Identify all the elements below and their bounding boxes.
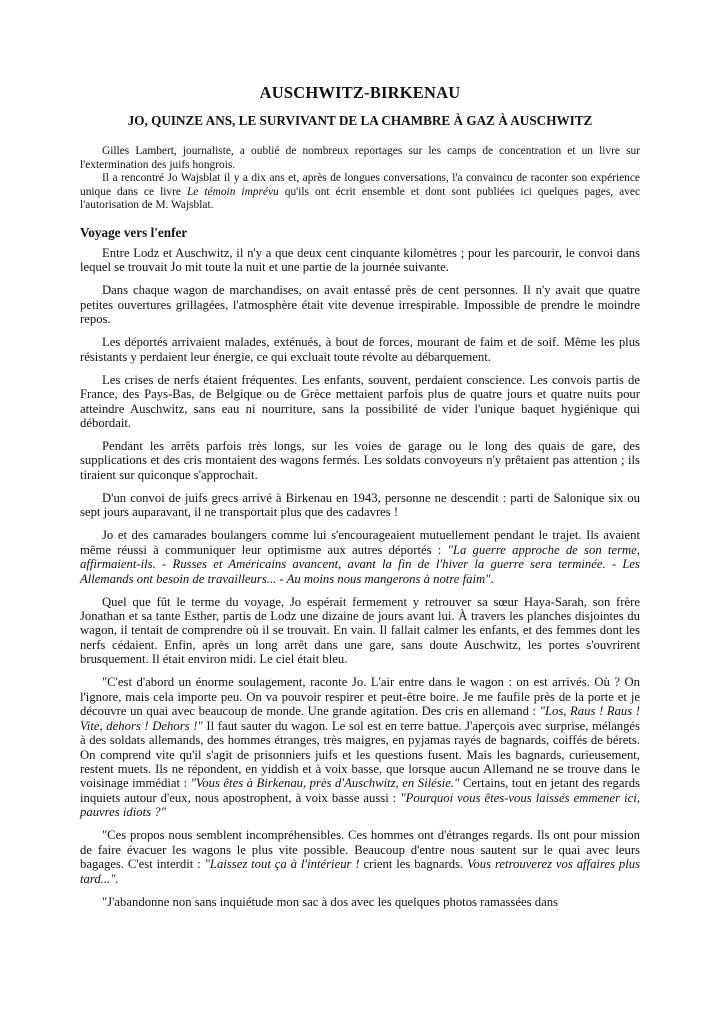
intro-paragraph: Gilles Lambert, journaliste, a oublié de nombreux reportages sur les camps de concentration et un livre sur l'extermination des juifs hongrois.: [80, 145, 640, 171]
body-paragraph: Dans chaque wagon de marchandises, on avait entassé près de cent personnes. Il n'y avait que quatre petites ouvertures grillagées, l'atmosphère était vite devenue irrespirable. Impossible de prendre le moindre repos.: [80, 283, 640, 327]
body-paragraph: Entre Lodz et Auschwitz, il n'y a que deux cent cinquante kilomètres ; pour les parcourir, le convoi dans lequel se trouvait Jo mit toute la nuit et une partie de la journée suivante.: [80, 245, 640, 275]
body-paragraph: D'un convoi de juifs grecs arrivé à Birkenau en 1943, personne ne descendit : parti de Salonique six ou sept jours auparavant, il ne transportait plus que des cadavres !: [80, 490, 640, 520]
body-paragraph: Les déportés arrivaient malades, exténués, à bout de forces, mourant de faim et de soif. Même les plus résistants y perdaient leur énergie, ce qui excluait toute révolte au débarquement.: [80, 335, 640, 364]
page-subtitle: JO, QUINZE ANS, LE SURVIVANT DE LA CHAMBRE À GAZ À AUSCHWITZ: [127, 113, 593, 128]
body-paragraph: Pendant les arrêts parfois très longs, sur les voies de garage ou le long des quais de gare, des supplications et des cris montaient des wagons fermés. Les soldats convoyeurs n'y prêtaient pas attention ; ils tiraient sur quiconque s'approchait.: [80, 438, 640, 482]
body-paragraph: [80, 675, 640, 820]
body-paragraph: Quel que fût le terme du voyage, Jo espérait fermement y retrouver sa sœur Haya-Sarah, son frère Jonathan et sa tante Esther, partis de Lodz une dizaine de jours avant lui. À travers les planches disjointes du wagon, il tentait de comprendre où il se trouvait. En vain. Il fallait calmer les enfants, et des femmes dont les nerfs cédaient. Enfin, après un long arrêt dans une gare, sans doute Auschwitz, les portes s'ouvrirent brusquement. Il était environ midi. Le ciel était bleu.: [80, 594, 640, 667]
body-text: "C'est d'abord un énorme soulagement, raconte Jo. L'air entre dans le wagon : on est arrivés. Où ? On l'ignore, mais cela importe peu. On va pouvoir respirer et peut-être boire. Je me faufile près de la porte et je découvre un quai avec beaucoup de monde. Une grande agitation. Des cris en allemand :: [80, 675, 640, 719]
body-text: Il faut sauter du wagon. Le sol est en terre battue. J'aperçois avec surprise, mélangés à des soldats allemands, des hommes étranges, très maigres, en pyjamas rayés de bagnards, coiffés de bérets. On comprend vite qu'il s'agit de prisonniers juifs et les questions fusent. Mais les bagnards, curieusement, restent muets. Ils ne répondent, en yiddish et à voix basse, que lorsque aucun Allemand ne se trouve dans le voisinage immédiat :: [80, 718, 640, 791]
quote-text: "La guerre approche de son terme, affirmaient-ils. - Russes et Américains avancent, avant la fin de l'hiver la guerre sera terminée. - Les Allemands ont besoin de travailleurs... - Au moins nous mangerons à notre faim": [80, 542, 640, 586]
intro-paragraph: [80, 172, 640, 213]
body-paragraph: [80, 828, 640, 886]
section-heading: Voyage vers l'enfer: [80, 224, 188, 240]
quote-text: "Vous êtes à Birkenau, près d'Auschwitz, en Silésie.": [190, 776, 460, 791]
body-paragraph: Les crises de nerfs étaient fréquentes. Les enfants, souvent, perdaient conscience. Les convois partis de France, des Pays-Bas, de Belgique ou de Grèce mettaient parfois plus de quatre jours et quatre nuits pour atteindre Auschwitz, sans eau ni nourriture, sans la possibilité de vider l'unique baquet hygiénique qui débordait.: [80, 372, 640, 430]
document-page: [80, 83, 640, 909]
body-paragraph: "J'abandonne non sans inquiétude mon sac à dos avec les quelques photos ramassées dans: [102, 894, 559, 909]
body-paragraph: [80, 528, 640, 586]
quote-text: "Laissez tout ça à l'intérieur !: [204, 857, 360, 872]
quote-text: "Pourquoi vous êtes-vous laissés emmener ici, pauvres idiots ?": [80, 790, 640, 820]
body-text: "Ces propos nous semblent incompréhensibles. Ces hommes ont d'étranges regards. Ils ont pour mission de faire évacuer les wagons le plus vite possible. Beaucoup d'entre nous sautent sur le quai avec leurs bagages. C'est interdit :: [80, 828, 640, 872]
intro-text: qu'ils ont écrit ensemble et dont sont publiées ici quelques pages, avec l'autorisation de M. Wajsblat.: [80, 185, 640, 212]
body-text: crient les bagnards.: [359, 857, 468, 872]
quote-text: Vous retrouverez vos affaires plus tard...".: [80, 857, 641, 886]
book-title: Le témoin imprévu: [186, 185, 279, 198]
article-body: [80, 246, 640, 909]
intro-text: Il a rencontré Jo Wajsblat il y a dix ans et, après de longues conversations, l'a convaincu de raconter son expérience unique dans ce livre: [80, 172, 640, 198]
body-text: Certains, tout en jetant des regards inquiets autour d'eux, nous apostrophent, à voix basse aussi :: [80, 776, 640, 805]
intro-block: [80, 145, 640, 213]
body-text: Jo et des camarades boulangers comme lui s'encourageaient mutuellement pendant le trajet. Ils avaient même réussi à communiquer leur optimisme aux autres déportés :: [80, 528, 640, 557]
page-title: AUSCHWITZ-BIRKENAU: [259, 83, 461, 102]
quote-text: "Los, Raus ! Raus ! Vite, dehors ! Dehors !": [80, 704, 641, 733]
body-text: .: [490, 571, 494, 586]
